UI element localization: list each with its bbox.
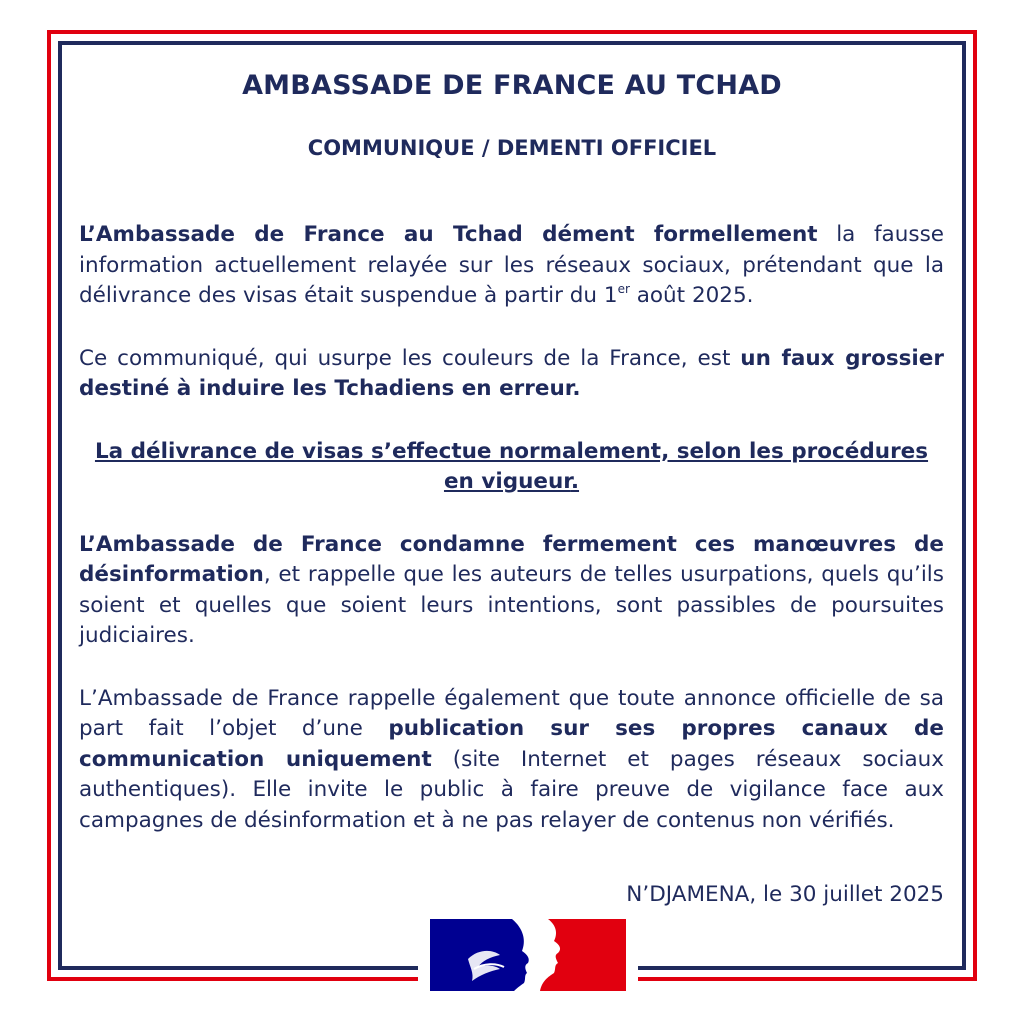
- paragraph-4: [79, 530, 944, 652]
- paragraph-3-end: .: [570, 469, 580, 494]
- paragraph-4-text: , et rappelle que les auteurs de telles usurpations, quels qu’ils soient et quelles que soient leurs intentions, sont passibles de poursuites judiciaires.: [79, 562, 944, 648]
- page-subtitle: COMMUNIQUE / DEMENTI OFFICIEL: [307, 136, 717, 160]
- paragraph-5-text-2: (site Internet et pages réseaux sociaux authentiques). Elle invite le public à faire preuve de vigilance face aux campagnes de désinformation et à ne pas relayer de contenus non vérifiés.: [79, 746, 944, 833]
- paragraph-3-underlined: La délivrance de visas s’effectue normalement, selon les procédures en vigueur: [94, 438, 929, 494]
- paragraph-2-bold: un faux grossier destiné à induire les Tchadiens en erreur.: [79, 345, 944, 401]
- paragraph-1-end: août 2025.: [629, 283, 754, 308]
- paragraph-2: [79, 344, 944, 405]
- paragraph-2-text: Ce communiqué, qui usurpe les couleurs de la France, est: [79, 345, 741, 371]
- paragraph-3: [79, 437, 944, 498]
- paragraph-5-text-1: L’Ambassade de France rappelle également que toute annonce officielle de sa part fait l’objet d’une: [79, 685, 944, 741]
- paragraph-4-bold: L’Ambassade de France condamne fermement ces manœuvres de désinformation: [79, 531, 944, 587]
- paragraph-1-text: la fausse information actuellement relayée sur les réseaux sociaux, prétendant que la délivrance des visas était suspendue à partir du 1: [79, 222, 944, 308]
- page-title: AMBASSADE DE FRANCE AU TCHAD: [242, 70, 782, 101]
- paragraph-1-bold: L’Ambassade de France au Tchad dément formellement: [79, 222, 818, 247]
- paragraph-1: [79, 220, 944, 312]
- paragraph-1-superscript: er: [617, 282, 630, 296]
- paragraph-5-bold: publication sur ses propres canaux de communication uniquement: [79, 716, 944, 772]
- signature-date: N’DJAMENA, le 30 juillet 2025: [626, 882, 944, 907]
- marianne-logo-icon: [430, 919, 626, 991]
- communique-body: [79, 220, 944, 868]
- paragraph-5: [79, 684, 944, 837]
